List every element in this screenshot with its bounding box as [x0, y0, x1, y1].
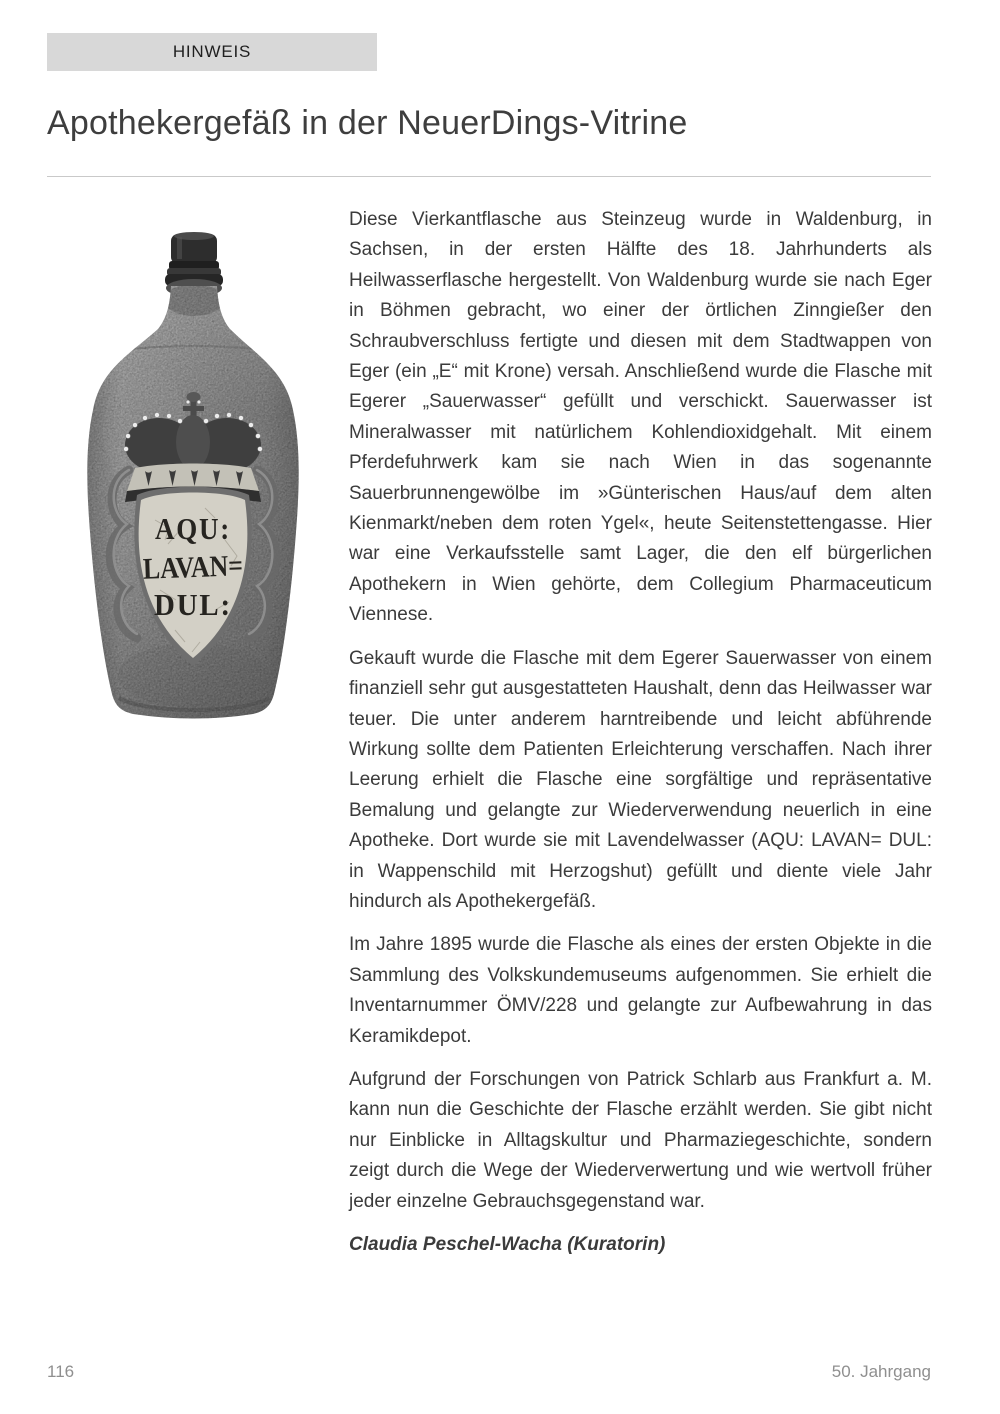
apothecary-bottle-photo — [85, 230, 303, 728]
divider — [47, 176, 931, 177]
paragraph-2: Gekauft wurde die Flasche mit dem Egerer Sauerwasser von einem finanziell sehr gut ausgestatteten Haushalt, denn das Heilwasser war teuer. Die unter anderem harntreibende und leicht abführende Wirkung sollte dem Patienten Erleichterung verschaffen. Nach ihrer Leerung erhielt die Flasche eine sorgfältige und repräsentative Bemalung und gelangte zur Wiederverwendung neuerlich in eine Apotheke. Dort wurde sie mit Lavendelwasser (AQU: LAVAN= DUL: in Wappenschild mit Herzogshut) gefüllt und diente viele Jahr hindurch als Apothekergefäß. — [349, 647, 932, 912]
page-number: 116 — [47, 1362, 75, 1381]
article-body — [349, 205, 932, 1273]
bottle-illustration — [85, 230, 303, 728]
page-title: Apothekergefäß in der NeuerDings-Vitrine — [47, 104, 688, 142]
kicker-badge — [47, 33, 377, 71]
shield-text-line-3: DUL: — [154, 587, 232, 622]
paragraph-1: Diese Vierkantflasche aus Steinzeug wurde in Waldenburg, in Sachsen, in der ersten Hälfte des 18. Jahrhunderts als Heilwasserflasche hergestellt. Von Waldenburg wurde sie nach Eger in Böhmen gebracht, wo einer der örtlichen Zinngießer den Schraubverschluss fertigte und diesen mit dem Stadtwappen von Eger (ein „E“ mit Krone) versah. Anschließend wurde die Flasche mit Egerer „Sauerwasser“ gefüllt und verschickt. Sauerwasser ist Mineralwasser mit natürlichem Kohlendioxidgehalt. Mit einem Pferdefuhrwerk kam sie nach Wien in das sogenannte Sauerbrunnengewölbe im »Günterischen Haus/auf dem alten Kienmarkt/neben dem roten Ygel«, heute Seitenstettengasse. Hier war eine Verkaufsstelle samt Lager, die den elf bürgerlichen Apothekern in Wien gehörte, dem Collegium Pharmaceuticum Viennese. — [349, 209, 932, 626]
shield-text-line-1: AQU: — [155, 511, 231, 546]
kicker-label: HINWEIS — [172, 42, 252, 61]
shield-text-line-2: LAVAN= — [142, 548, 260, 586]
volume-label: 50. Jahrgang — [831, 1362, 931, 1381]
paragraph-4: Aufgrund der Forschungen von Patrick Schlarb aus Frankfurt a. M. kann nun die Geschichte der Flasche erzählt werden. Sie gibt nicht nur Einblicke in Alltagskultur und Pharmaziegeschichte, sondern zeigt durch die Wege der Wiederverwertung und wie wertvoll früher jeder einzelne Gebrauchsgegenstand war. — [349, 1068, 932, 1212]
page-footer — [47, 1362, 931, 1382]
author-byline: Claudia Peschel-Wacha (Kuratorin) — [349, 1234, 666, 1255]
paragraph-3: Im Jahre 1895 wurde die Flasche als eines der ersten Objekte in die Sammlung des Volkskundemuseums aufgenommen. Sie erhielt die Inventarnummer ÖMV/228 und gelangte zur Aufbewahrung in das Keramikdepot. — [349, 934, 932, 1047]
